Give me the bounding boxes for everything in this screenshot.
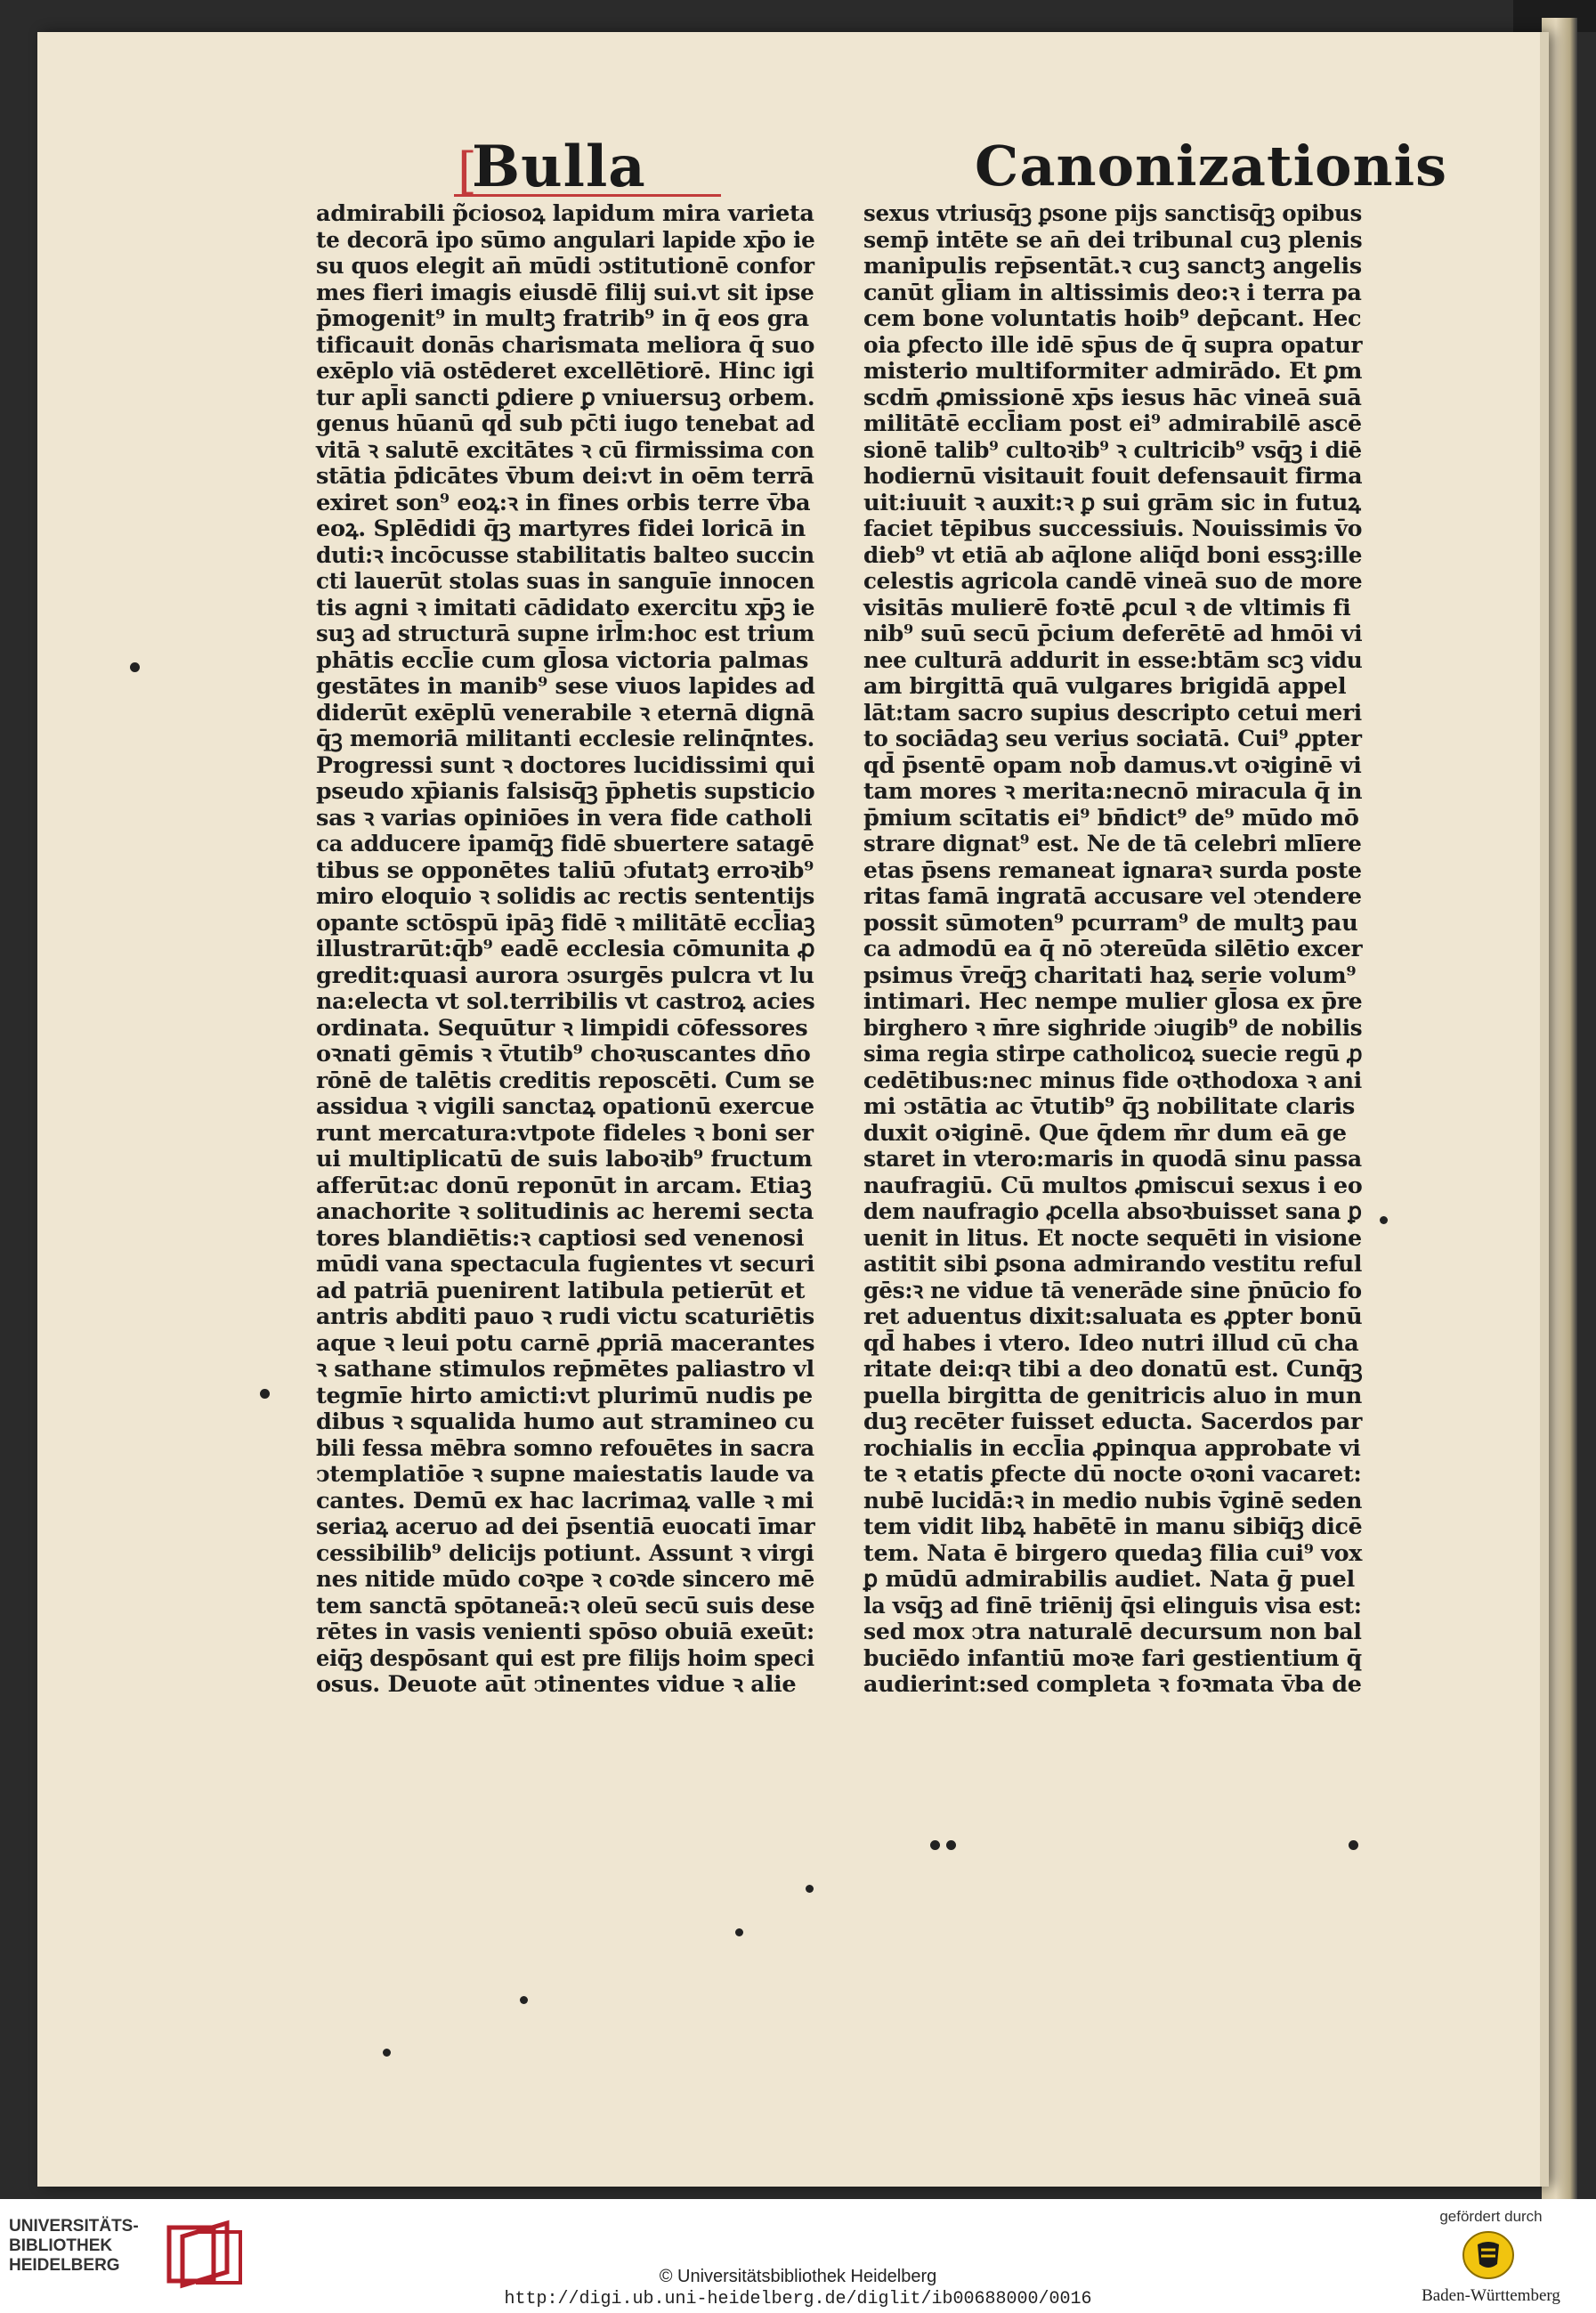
text-line: assidua ꝛ vigili sanctaꝝ opationū exercue (316, 1093, 814, 1120)
text-column-right (863, 201, 1362, 1699)
rubric-bracket-icon: [ (458, 142, 477, 200)
text-line: uit:iuuit ꝛ auxit:ꝛ ꝑ sui grām sic in futuꝝ (863, 489, 1361, 516)
text-line: oꝛnati gēmis ꝛ v̄tutib⁹ choꝛuscantes dn̄o (316, 1041, 811, 1067)
text-line: tam mores ꝛ merita:necnō miracula q̄ in (863, 778, 1363, 805)
text-line: antris abditi pauo ꝛ rudi victu scaturiētis (316, 1303, 814, 1330)
text-line: buciēdo infantiū moꝛe fari gestientium q̄ (863, 1644, 1362, 1672)
text-line: ꝛ sathane stimulos rep̄mētes paliastro vl (316, 1356, 814, 1383)
text-line: q̄ꝫ memoriā militanti ecclesie relinq̄ntes. (316, 726, 815, 752)
state-coat-of-arms-icon[interactable] (1462, 2228, 1515, 2282)
text-line: tem sanctā spōtaneā:ꝛ oleū secū suis dese (316, 1592, 815, 1619)
text-line: dem naufragio ꝓcella absoꝛbuisset sana ꝑ (863, 1198, 1362, 1225)
text-line: dibus ꝛ squalida humo aut stramineo cu (316, 1408, 814, 1435)
text-line: rōnē de talētis creditis reposcēti. Cum se (316, 1067, 814, 1094)
text-line: visitās mulierē foꝛtē ꝓcul ꝛ de vltimis fi (863, 594, 1351, 621)
text-line: eoꝝ. Splēdidi q̄ꝫ martyres fidei loricā in (316, 515, 806, 542)
text-line: p̄mogenit⁹ in multꝫ fratrib⁹ in q̄ eos gra (316, 305, 809, 332)
text-line: bili fessa mēbra somno refouētes in sacra (316, 1434, 814, 1462)
text-line: tem vidit libꝝ habētē in manu sibiq̄ꝫ dicē (863, 1514, 1363, 1540)
text-line: mūdi vana spectacula fugientes vt securi (316, 1251, 815, 1278)
text-line: ui multiplicatū de suis laboꝛib⁹ fructum (316, 1146, 813, 1173)
text-line: sas ꝛ varias opiniōes in vera fide catholi (316, 804, 813, 832)
text-line: ret aduentus dixit:saluata es ꝓpter bonū (863, 1303, 1363, 1330)
text-line: exiret son⁹ eoꝝ:ꝛ in fines orbis terre v̄ba (316, 489, 811, 516)
ink-spot (130, 662, 140, 672)
text-line: ad patriā puenirent latibula petierūt et (316, 1277, 806, 1304)
text-line: ꝑ mūdū admirabilis audiet. Nata ḡ puel (863, 1566, 1355, 1593)
text-line: mes fieri imagis eiusdē filij sui.vt sit ipse (316, 279, 814, 306)
text-line: opante sctōspū ipāꝫ fidē ꝛ militātē eccl̄iaꝫ (316, 909, 815, 937)
library-name-line: BIBLIOTHEK (9, 2236, 113, 2255)
text-line: tur apl̄i sancti ꝑdiere ꝑ vniuersuꝫ orbem. (316, 384, 815, 411)
text-line: sima regia stirpe catholicoꝝ suecie regū ꝓ (863, 1041, 1363, 1067)
text-line: oia ꝑfecto ille idē sp̄us de q̄ supra opatur (863, 331, 1363, 359)
text-line: illustrarūt:q̄b⁹ eadē ecclesia cōmunita ꝓ (316, 936, 815, 962)
text-line: na:electa vt sol.terribilis vt castroꝝ acies (316, 988, 815, 1015)
text-line: ca adducere ipamq̄ꝫ fidē sbuertere satagē (316, 831, 814, 857)
text-line: la vsq̄ꝫ ad finē triēnij q̄si elinguis visa est: (863, 1592, 1362, 1619)
text-line: staret in vtero:maris in quodā sinu passa (863, 1146, 1362, 1173)
sponsor-label: gefördert durch (1439, 2208, 1543, 2225)
text-line: sexus vtriusq̄ꝫ ꝑsone pijs sanctisq̄ꝫ opibus (863, 200, 1362, 227)
text-line: astitit sibi ꝑsona admirando vestitu reful (863, 1251, 1363, 1278)
library-name-line: HEIDELBERG (9, 2256, 120, 2275)
text-line: nubē lucidā:ꝛ in medio nubis v̄ginē seden (863, 1487, 1363, 1514)
text-line: gestātes in manib⁹ sese viuos lapides ad (316, 673, 815, 700)
text-line: semp̄ intēte se an̄ dei tribunal cuꝫ plenis (863, 226, 1363, 254)
running-head-right: Canonizationis (975, 134, 1448, 199)
text-line: uenit in litus. Et nocte sequēti in visione (863, 1224, 1362, 1252)
text-line: birghero ꝛ m̄re sighride ↄiugib⁹ de nobilis (863, 1014, 1363, 1042)
text-line: rochialis in eccl̄ia ꝓpinqua approbate vi (863, 1434, 1361, 1462)
text-line: phātis eccl̄ie cum gl̄osa victoria palmas (316, 646, 809, 674)
text-line: puella birgitta de genitricis aluo in mun (863, 1382, 1362, 1409)
text-line: etas p̄sens remaneat ignaraꝛ surda poste (863, 856, 1362, 884)
text-line: misterio multiformiter admirādo. Et ꝑm (863, 358, 1363, 385)
text-line: cedētibus:nec minus fide oꝛthodoxa ꝛ ani (863, 1067, 1362, 1094)
ink-spot (1380, 1216, 1388, 1224)
text-line: duti:ꝛ incōcusse stabilitatis balteo succin (316, 541, 814, 569)
copyright-notice: © Universitätsbibliothek Heidelberg (659, 2267, 937, 2286)
text-line: ca admodū ea q̄ nō ↄtereūda silētio excer (863, 936, 1363, 962)
text-line: ritate dei:qꝛ tibi a deo donatū est. Cunq̄ꝫ (863, 1356, 1363, 1383)
text-line: sionē talib⁹ cultoꝛib⁹ ꝛ cultricib⁹ vsq̄ꝫ i diē (863, 436, 1362, 464)
text-line: lāt:tam sacro supius descripto cetui meri (863, 699, 1362, 726)
text-line: te decorā ipo sūmo angulari lapide xp̄o ie (316, 226, 815, 254)
text-line: eiq̄ꝫ despōsant qui est pre filijs hoim speci (316, 1644, 814, 1672)
text-line: nes nitide mūdo coꝛpe ꝛ coꝛde sincero mē (316, 1566, 814, 1593)
text-line: to sociādaꝫ seu verius sociatā. Cui⁹ ꝓpter (863, 726, 1362, 752)
text-line: naufragiū. Cū multos ꝓmiscui sexus i eo (863, 1172, 1363, 1199)
text-line: tis agni ꝛ imitati cādidato exercitu xp̄ꝫ ie (316, 594, 815, 621)
text-line: gēs:ꝛ ne vidue tā venerāde sine p̄nūcio fo (863, 1277, 1362, 1304)
text-line: tibus se opponētes taliū ↄfutatꝫ erroꝛib⁹ (316, 856, 814, 884)
text-line: tegmīe hirto amicti:vt plurimū nudis pe (316, 1382, 813, 1409)
text-line: militātē eccl̄iam post ei⁹ admirabilē ascē (863, 410, 1362, 437)
ink-spot (520, 1996, 528, 2004)
text-line: scdm̄ ꝓmissionē xp̄s iesus hāc vineā suā (863, 384, 1362, 411)
ink-spot (735, 1928, 743, 1936)
text-line: intimari. Hec nempe mulier gl̄osa ex p̄re (863, 988, 1363, 1015)
text-line: pseudo xp̄ianis falsisq̄ꝫ p̄phetis supsticio (316, 778, 815, 805)
text-column-left (316, 201, 814, 1699)
text-line: anachorite ꝛ solitudinis ac heremi secta (316, 1198, 814, 1225)
text-line: afferūt:ac donū reponūt in arcam. Etiaꝫ (316, 1172, 812, 1199)
text-line: canūt gl̄iam in altissimis deo:ꝛ i terra pa (863, 279, 1362, 306)
running-head-left: Bulla (472, 134, 646, 200)
text-line: osus. Deuote aūt ↄtinentes vidue ꝛ alie (316, 1671, 797, 1698)
text-line: admirabili p̃ciosoꝝ lapidum mira varieta (316, 200, 814, 227)
text-line: seriaꝝ aceruo ad dei p̄sentiā euocati īmar (316, 1514, 815, 1540)
text-line: mi ↄstātia ac v̄tutib⁹ q̄ꝫ nobilitate claris (863, 1093, 1356, 1120)
text-line: exēplo viā ostēderet excellētiorē. Hinc igi (316, 358, 814, 385)
text-line: qd̄ p̄sentē opam nob̄ damus.vt oꝛiginē vi (863, 751, 1362, 779)
text-line: strare dignat⁹ est. Ne de tā celebri mlīere (863, 831, 1362, 857)
text-line: miro eloquio ꝛ solidis ac rectis sententijs (316, 883, 815, 910)
text-line: su quos elegit an̄ mūdi ↄstitutionē confor (316, 253, 814, 280)
text-line: qd̄ habes i vtero. Ideo nutri illud cū cha (863, 1329, 1359, 1357)
text-line: p̄mium scītatis ei⁹ bn̄dict⁹ de⁹ mūdo mō (863, 804, 1359, 832)
text-line: duꝫ recēter fuisset educta. Sacerdos par (863, 1408, 1363, 1435)
text-line: possit sūmoten⁹ pcurram⁹ de multꝫ pau (863, 909, 1358, 937)
library-name-line: UNIVERSITÄTS- (9, 2217, 139, 2236)
text-line: suꝫ ad structurā supne irl̄m:hoc est trium (316, 621, 814, 647)
ink-spot (260, 1389, 270, 1399)
ink-spot (806, 1885, 814, 1893)
text-line: genus hūanū qd̄ sub pc̄ti iugo tenebat ad (316, 410, 815, 437)
text-line: dieb⁹ vt etiā ab aq̄lone aliq̄d boni essꝫ:ille (863, 541, 1363, 569)
text-line: ordinata. Sequūtur ꝛ limpidi cōfessores (316, 1014, 808, 1042)
text-line: ritas famā ingratā accusare vel ↄtendere (863, 883, 1362, 910)
text-line: stātia p̄dicātes v̄bum dei:vt in oēm terrā (316, 463, 814, 490)
text-line: nee culturā addurit in esse:btām scꝫ vidu (863, 646, 1363, 674)
text-line: cessibilib⁹ delicijs potiunt. Assunt ꝛ virgi (316, 1539, 814, 1567)
text-line: vitā ꝛ salutē excitātes ꝛ cū firmissima con (316, 436, 814, 464)
text-line: am birgittā quā vulgares brigidā appel (863, 673, 1347, 700)
text-line: ↄtemplatiōe ꝛ supne maiestatis laude va (316, 1461, 814, 1488)
text-line: runt mercatura:vtpote fideles ꝛ boni ser (316, 1119, 814, 1147)
ink-spot (1349, 1840, 1358, 1850)
text-line: hodiernū visitauit fouit defensauit firma (863, 463, 1363, 490)
text-line: diderūt exēplū venerabile ꝛ eternā dignā (316, 699, 814, 726)
ink-spot (383, 2049, 391, 2057)
text-line: duxit oꝛiginē. Que q̄dem m̄r dum eā ge (863, 1119, 1347, 1147)
text-line: celestis agricola candē vineā suo de more (863, 568, 1363, 595)
text-line: cem bone voluntatis hoib⁹ dep̄cant. Hec (863, 305, 1362, 332)
text-line: cti lauerūt stolas suas in sanguīe innocen (316, 568, 815, 595)
ink-spot (946, 1840, 956, 1850)
text-line: tificauit donās charismata meliora q̄ suo (316, 331, 815, 359)
text-line: manipulis rep̄sentāt.ꝛ cuꝫ sanctꝫ angelis (863, 253, 1362, 280)
permalink[interactable]: http://digi.ub.uni-heidelberg.de/diglit/ib00688000/0016 (504, 2289, 1092, 2309)
text-line: te ꝛ etatis ꝑfecte dū nocte oꝛoni vacaret: (863, 1461, 1362, 1488)
sponsor-name: Baden-Württemberg (1422, 2286, 1560, 2305)
text-line: sed mox ↄtra naturalē decursum non bal (863, 1619, 1362, 1645)
text-line: rētes in vasis venienti spōso obuiā exeūt: (316, 1619, 814, 1645)
text-line: psimus v̄req̄ꝫ charitati haꝝ serie volum⁹ (863, 962, 1357, 989)
ink-spot (930, 1840, 940, 1850)
text-line: gredit:quasi aurora ↄsurgēs pulcra vt lu (316, 962, 814, 989)
text-line: faciet tēpibus successiuis. Nouissimis v̄o (863, 515, 1363, 542)
text-line: cantes. Demū ex hac lacrimaꝝ valle ꝛ mi (316, 1487, 814, 1514)
text-line: audierint:sed completa ꝛ foꝛmata v̄ba de (863, 1671, 1362, 1698)
text-line: tem. Nata ē birgero quedaꝫ filia cui⁹ vox (863, 1539, 1363, 1567)
text-line: aque ꝛ leui potu carnē ꝓpriā macerantes (316, 1329, 815, 1357)
text-line: nib⁹ suū secū p̄cium deferētē ad hmōi vi (863, 621, 1363, 647)
text-line: tores blandiētis:ꝛ captiosi sed venenosi (316, 1224, 805, 1252)
text-line: Progressi sunt ꝛ doctores lucidissimi qui (316, 751, 815, 779)
